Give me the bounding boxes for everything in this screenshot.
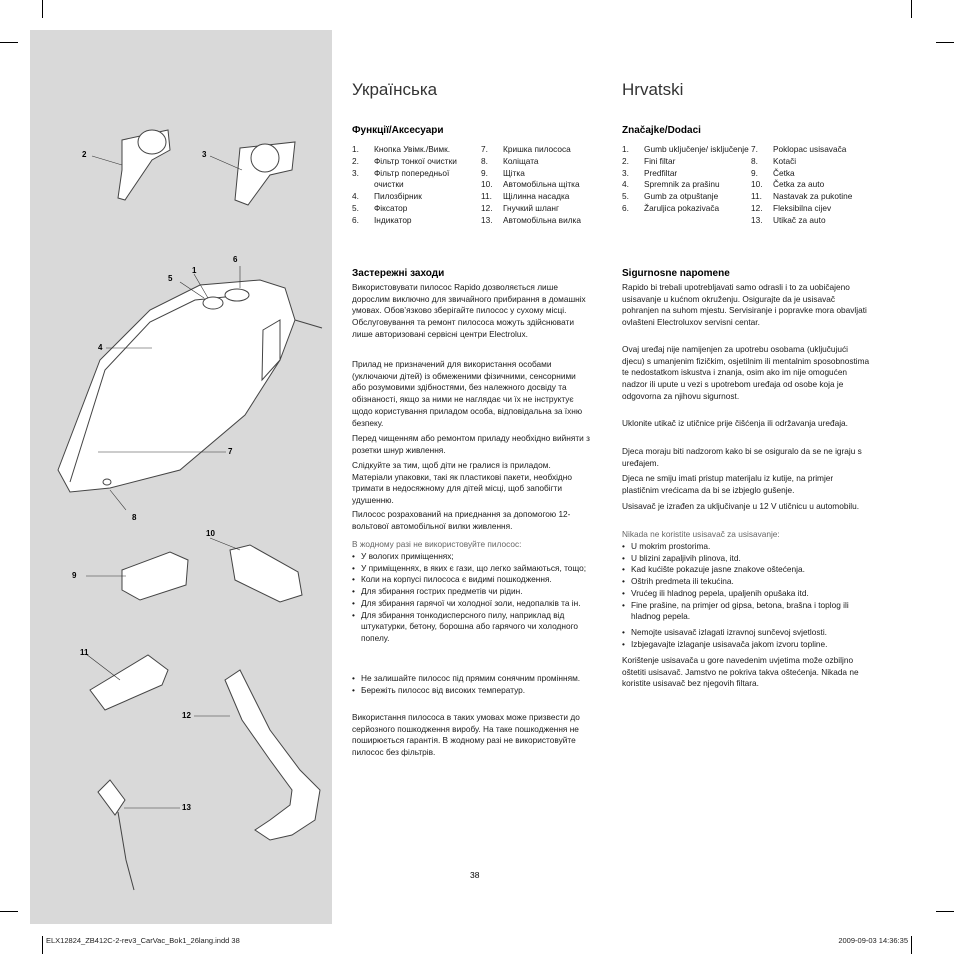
croatian-paragraph: Djeca ne smiju imati pristup materijalu iz kutije, na primjer plastičnim vrećicama da bi se izbjeglo gušenje.: [622, 473, 834, 495]
list-item: • Коли на корпусі пилососа є видимі пошкодження.: [352, 574, 592, 586]
ukrainian-paragraph: Використовувати пилосос Rapido дозволяється лише дорослим виключно для звичайного прибирання в домашніх умовах. Обов’язково зберігайте пилосос у сухому місці. Обслуговування та ремонт пилососа можуть здійснювати лише авторизовані сервісні центри Electrolux.: [352, 282, 586, 339]
list-item: 6. Індикатор: [352, 214, 412, 225]
page-number: 38: [470, 870, 480, 880]
list-item: 4. Пилозбірник: [352, 191, 422, 202]
callout-6: 6: [233, 255, 238, 264]
list-item: 10. Автомобільна щітка: [481, 179, 580, 190]
list-item: 5. Фіксатор: [352, 202, 408, 213]
ukrainian-title: Українська: [352, 80, 438, 99]
vacuum-illustration: [30, 30, 332, 924]
crop-mark: [0, 42, 18, 43]
croatian-functions-list-b: [751, 144, 881, 227]
crop-mark: [911, 0, 912, 18]
ukrainian-sun-list: [352, 673, 592, 696]
croatian-warnings-heading: Sigurnosne napomene: [622, 268, 730, 279]
list-item: 3. Predfiltar: [622, 167, 678, 178]
list-item: 12. Гнучкий шланг: [481, 202, 560, 213]
list-item: • Oštrih predmeta ili tekućina.: [622, 576, 870, 588]
list-item: • Vrućeg ili hladnog pepela, upaljenih opušaka itd.: [622, 588, 870, 600]
list-item: 9. Щітка: [481, 167, 525, 178]
callout-3: 3: [202, 150, 207, 159]
list-item: 9. Četka: [751, 167, 795, 178]
croatian-paragraph: Uklonite utikač iz utičnice prije čišćenja ili održavanja uređaja.: [622, 418, 848, 428]
ukrainian-never-list: [352, 551, 592, 645]
croatian-functions-list-a: [622, 144, 750, 215]
crop-mark: [936, 42, 954, 43]
ukrainian-never-heading: В жодному разі не використовуйте пилосос:: [352, 539, 522, 549]
ukrainian-functions-list-a: [352, 144, 480, 227]
list-item: 13. Автомобільна вилка: [481, 214, 581, 225]
crop-mark: [936, 911, 954, 912]
croatian-sun-list: [622, 627, 870, 650]
list-item: 13. Utikač za auto: [751, 214, 826, 225]
list-item: 10. Četka za auto: [751, 179, 825, 190]
callout-12: 12: [182, 711, 191, 720]
list-item: • U blizini zapaljivih plinova, itd.: [622, 553, 870, 565]
list-item: 3. Фільтр попередньої очистки: [352, 167, 450, 190]
list-item: 7. Кришка пилососа: [481, 144, 571, 154]
callout-7: 7: [228, 447, 233, 456]
callout-4: 4: [98, 343, 103, 352]
list-item: 6. Žaruljica pokazivača: [622, 202, 720, 213]
crop-mark: [42, 936, 43, 954]
callout-8: 8: [132, 513, 137, 522]
list-item: • У вологих приміщеннях;: [352, 551, 592, 563]
croatian-functions-heading: Značajke/Dodaci: [622, 125, 701, 136]
croatian-never-list: [622, 541, 870, 623]
croatian-paragraph: Djeca moraju biti nadzorom kako bi se osiguralo da se ne igraju s uređajem.: [622, 446, 862, 468]
ukrainian-warnings-heading: Застережні заходи: [352, 268, 445, 279]
ukrainian-paragraph: Прилад не призначений для використання особами (уключаючи дітей) із обмеженими фізичними, сенсорними або розумовими здібностями, без належного досвіду та обізнаності, якщо за ними не наглядає чи їх не інструктує щодо користування приладом особа, відповідальна за їхню безпеку.: [352, 359, 583, 428]
list-item: 2. Fini filtar: [622, 155, 676, 166]
list-item: • Бережіть пилосос від високих температур.: [352, 685, 592, 697]
list-item: 11. Nastavak za pukotine: [751, 191, 853, 202]
callout-10: 10: [206, 529, 215, 538]
callout-9: 9: [72, 571, 77, 580]
callout-11: 11: [80, 648, 89, 657]
list-item: • Fine prašine, na primjer od gipsa, betona, brašna i toplog ili hladnog pepela.: [622, 600, 870, 623]
list-item: • У приміщеннях, в яких є гази, що легко займаються, тощо;: [352, 563, 592, 575]
ukrainian-paragraph: Перед чищенням або ремонтом приладу необхідно вийняти з розетки шнур живлення.: [352, 433, 590, 455]
list-item: • Izbjegavajte izlaganje usisavača jakom izvoru topline.: [622, 639, 870, 651]
callout-1: 1: [192, 266, 197, 275]
crop-mark: [42, 0, 43, 18]
list-item: 1. Gumb uključenje/ isključenje: [622, 144, 749, 154]
callout-13: 13: [182, 803, 191, 812]
footer-timestamp: 2009-09-03 14:36:35: [838, 936, 908, 945]
list-item: 5. Gumb za otpuštanje: [622, 191, 719, 202]
ukrainian-functions-heading: Функції/Аксесуари: [352, 125, 444, 136]
list-item: 1. Кнопка Увімк./Вимк.: [352, 144, 451, 154]
list-item: • Kad kućište pokazuje jasne znakove oštećenja.: [622, 564, 870, 576]
crop-mark: [0, 911, 18, 912]
callout-5: 5: [168, 274, 173, 283]
callout-2: 2: [82, 150, 87, 159]
list-item: 12. Fleksibilna cijev: [751, 202, 832, 213]
ukrainian-closing: Використання пилососа в таких умовах може призвести до серйозного пошкодження виробу. На таке пошкодження не поширюється гарантія. В жодному разі не використовуйте пилосос без фільтрів.: [352, 712, 580, 758]
list-item: 7. Poklopac usisavača: [751, 144, 847, 154]
croatian-never-heading: Nikada ne koristite usisavač za usisavanje:: [622, 529, 780, 539]
list-item: • Для збирання гострих предметів чи рідин.: [352, 586, 592, 598]
list-item: 11. Щілинна насадка: [481, 191, 570, 202]
croatian-paragraph: Ovaj uređaj nije namijenjen za upotrebu osobama (uključujući djecu) s umanjenim fizičkim, osjetilnim ili mentalnim sposobnostima te nedostatkom iskustva i znanja, osim ako im nije omogućen nadzor ili upute u vezi s upotrebom uređaja od osobe koja je odgovorna za njihovu sigurnost.: [622, 344, 870, 401]
ukrainian-paragraph: Слідкуйте за тим, щоб діти не гралися із приладом. Матеріали упаковки, такі як пластикові пакети, необхідно тримати в недосяжному для дітей місці, щоб запобігти удушенню.: [352, 460, 572, 506]
illustration-panel: [30, 30, 332, 924]
croatian-title: Hrvatski: [622, 80, 684, 99]
ukrainian-functions-list-b: [481, 144, 601, 227]
list-item: • Не залишайте пилосос під прямим сонячним промінням.: [352, 673, 592, 685]
crop-mark: [911, 936, 912, 954]
croatian-paragraph: Usisavač je izrađen za uključivanje u 12 V utičnicu u automobilu.: [622, 501, 860, 511]
list-item: 4. Spremnik za prašinu: [622, 179, 720, 190]
list-item: • Nemojte usisavač izlagati izravnoj sunčevoj svjetlosti.: [622, 627, 870, 639]
list-item: 8. Kotači: [751, 155, 797, 166]
ukrainian-paragraph: Пилосос розрахований на приєднання за допомогою 12-вольтової автомобільної вилки живлення.: [352, 509, 571, 531]
list-item: • Для збирання гарячої чи холодної золи, недопалків та ін.: [352, 598, 592, 610]
list-item: 2. Фільтр тонкої очистки: [352, 155, 457, 166]
list-item: • Для збирання тонкодисперсного пилу, наприклад від штукатурки, бетону, борошна або гарячого чи холодного попелу.: [352, 610, 592, 645]
footer-file-info: ELX12824_ZB412C-2-rev3_CarVac_Bok1_26lang.indd 38: [46, 936, 240, 945]
croatian-paragraph: Rapido bi trebali upotrebljavati samo odrasli i to za uobičajeno usisavanje u kućnom okruženju. Osigurajte da je usisavač pohranjen na suhom mjestu. Servisiranje i popravke mora obavljati ovlašteni Electroluxov servisni centar.: [622, 282, 867, 328]
list-item: 8. Коліщата: [481, 155, 539, 166]
croatian-closing: Korištenje usisavača u gore navedenim uvjetima može ozbiljno oštetiti usisavač. Jamstvo ne pokriva takva oštećenja. Nikada ne koristite usisavač bez njegovih filtara.: [622, 655, 859, 689]
list-item: • U mokrim prostorima.: [622, 541, 870, 553]
